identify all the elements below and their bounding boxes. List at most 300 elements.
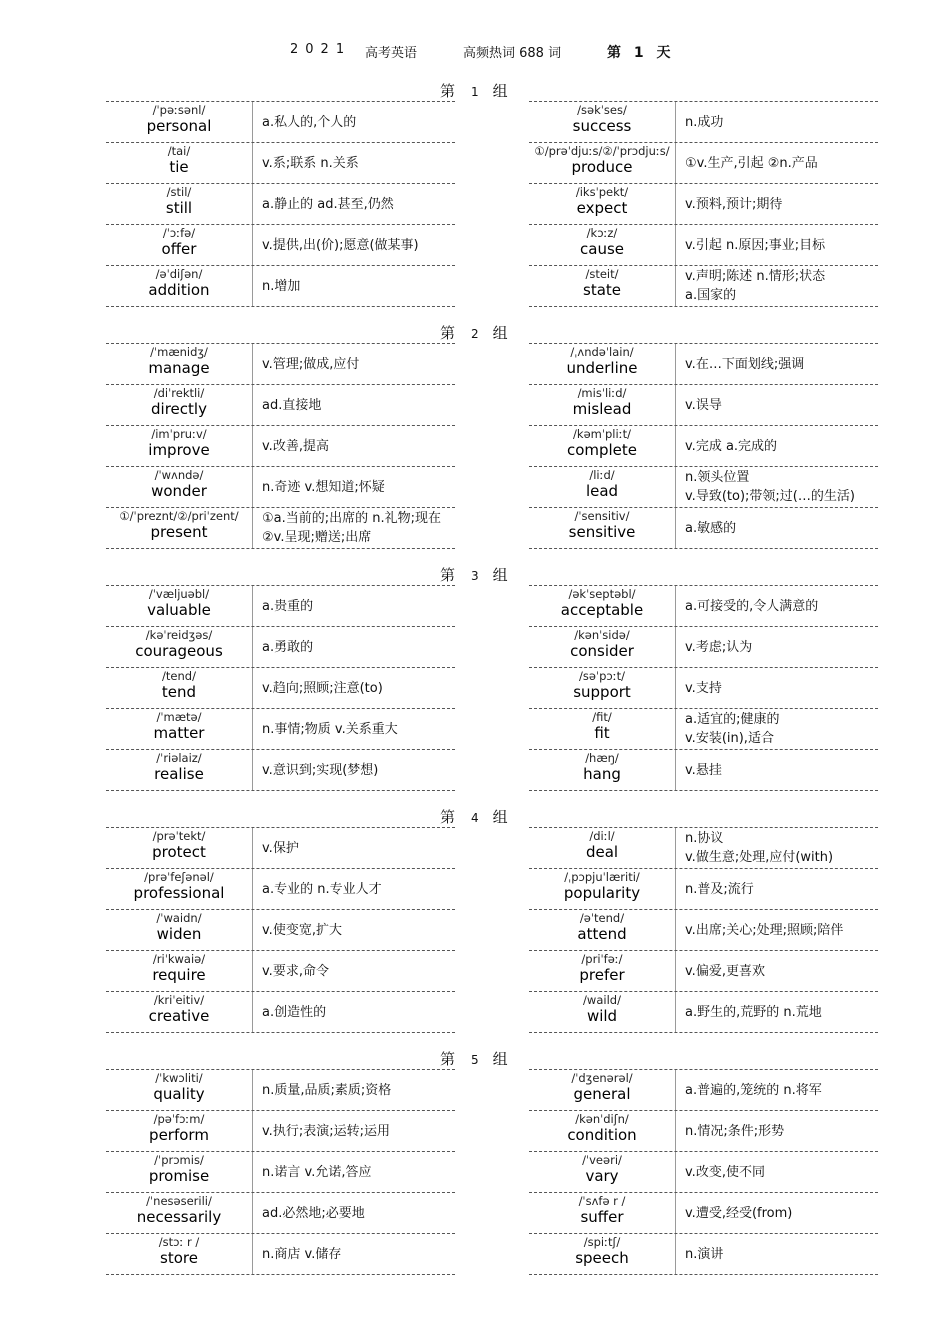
phonetic: /liːd/ [589,468,615,482]
definition-line: v.改善,提高 [262,438,329,454]
vocab-entry [529,1111,878,1152]
definition [262,869,454,909]
definition-line: a.私人的,个人的 [262,114,357,130]
phonetic: /priˈfəː/ [581,952,623,966]
definition-line: v.使变宽,扩大 [262,922,342,938]
word-cell [529,1070,676,1110]
vocab-entry [106,344,455,385]
group-suffix: 组 [492,808,508,826]
definition [262,750,454,790]
vocab-entry [529,910,878,951]
word-group [0,586,950,792]
definition-line: a.静止的 ad.甚至,仍然 [262,196,394,212]
header-year: 2021 [290,42,352,57]
definition [685,1070,877,1110]
definition [685,828,877,868]
definition-line: v.导致(to);带领;过(…的生活) [685,489,855,504]
word-cell [529,426,676,466]
phonetic: /ˈɔːfə/ [162,226,196,240]
definition-line: a.贵重的 [262,598,314,614]
word-cell [106,586,253,626]
phonetic: /ˈmætə/ [156,710,202,724]
headword: fit [594,724,610,742]
word-cell [106,102,253,142]
word-column-right [529,1070,878,1275]
definition [685,750,877,790]
word-cell [529,750,676,790]
group-heading [440,806,508,827]
phonetic: /misˈliːd/ [577,386,627,400]
word-column-left [106,102,455,307]
vocab-entry [106,102,455,143]
headword: support [573,683,631,701]
phonetic: /ˈwaidn/ [156,911,202,925]
definition [685,385,877,425]
headword: sensitive [568,523,636,541]
vocab-entry [529,508,878,549]
definition-line: a.适宜的;健康的 [685,712,780,727]
headword: courageous [135,642,223,660]
definition-line: v.偏爱,更喜欢 [685,963,765,979]
word-cell [106,1152,253,1192]
phonetic: /diːl/ [589,829,615,843]
definition-line: a.勇敢的 [262,639,314,655]
word-cell [106,1234,253,1274]
definition-line: v.在…下面划线;强调 [685,356,805,372]
vocab-entry [529,344,878,385]
definition-line: v.出席;关心;处理;照顾;陪伴 [685,922,844,938]
vocab-entry [106,709,455,750]
phonetic: /tend/ [162,669,196,683]
word-column-right [529,586,878,791]
vocab-entry [529,426,878,467]
phonetic: /əkˈseptəbl/ [568,587,636,601]
headword: attend [577,925,627,943]
vocab-entry [529,709,878,750]
phonetic: /steit/ [585,267,619,281]
definition [262,992,454,1032]
definition-line: a.创造性的 [262,1004,327,1020]
vocab-entry [106,508,455,549]
word-cell [529,668,676,708]
phonetic: /hæŋ/ [585,751,619,765]
definition [262,184,454,224]
phonetic: /ˈkwɔliti/ [155,1071,203,1085]
definition-line: n.演讲 [685,1246,724,1262]
word-cell [529,1111,676,1151]
word-cell [529,184,676,224]
phonetic: /səkˈses/ [577,103,627,117]
definition [685,143,877,183]
definition [685,627,877,667]
word-cell [529,627,676,667]
headword: underline [566,359,638,377]
group-title [0,1046,950,1070]
headword: valuable [147,601,211,619]
word-cell [106,385,253,425]
vocab-entry [529,869,878,910]
definition [262,1070,454,1110]
headword: offer [161,240,197,258]
definition-line: v.系;联系 n.关系 [262,155,359,171]
word-cell [106,508,253,548]
definition [262,1111,454,1151]
page-header [0,42,950,62]
phonetic: /pəˈfɔːm/ [153,1112,205,1126]
word-cell [529,951,676,991]
group-prefix: 第 [440,808,456,826]
word-cell [106,1111,253,1151]
definition-line: v.趋向;照顾;注意(to) [262,680,383,696]
headword: expect [576,199,628,217]
definition [262,1193,454,1233]
vocab-entry [529,828,878,869]
group-heading [440,322,508,343]
definition-line: a.国家的 [685,288,737,303]
word-cell [106,627,253,667]
vocab-entry [106,869,455,910]
word-cell [106,143,253,183]
headword: addition [148,281,210,299]
definition [262,508,454,548]
word-cell [106,709,253,749]
vocab-entry [106,1152,455,1193]
definition [685,910,877,950]
word-cell [529,1234,676,1274]
vocab-entry [529,385,878,426]
headword: lead [585,482,619,500]
definition-line: v.意识到;实现(梦想) [262,762,379,778]
definition-line: a.敏感的 [685,520,737,536]
definition-line: v.改变,使不同 [685,1164,765,1180]
headword: condition [567,1126,637,1144]
word-cell [529,869,676,909]
word-group [0,102,950,308]
vocab-entry [529,225,878,266]
vocab-entry [106,750,455,791]
phonetic: /kəmˈpliːt/ [573,427,631,441]
group-suffix: 组 [492,82,508,100]
definition-line: v.误导 [685,397,722,413]
word-cell [106,992,253,1032]
definition-line: v.支持 [685,680,722,696]
definition [262,668,454,708]
definition-line: n.事情;物质 v.关系重大 [262,721,398,737]
word-cell [106,750,253,790]
definition [685,668,877,708]
vocab-entry [106,951,455,992]
definition [262,102,454,142]
phonetic: /riˈkwaiə/ [152,952,206,966]
phonetic: /kənˈsidə/ [574,628,630,642]
word-cell [106,1193,253,1233]
word-cell [529,586,676,626]
word-cell [106,426,253,466]
vocab-entry [529,951,878,992]
definition [685,467,877,507]
word-cell [529,225,676,265]
phonetic: /ˈwʌndə/ [154,468,204,482]
definition-line: v.做生意;处理,应付(with) [685,850,834,865]
group-number: 2 [471,327,479,341]
group-prefix: 第 [440,82,456,100]
phonetic: /ˈpəːsənl/ [152,103,206,117]
headword: tie [169,158,189,176]
vocab-entry [529,1193,878,1234]
vocab-entry [529,102,878,143]
headword: cause [580,240,624,258]
phonetic: /iksˈpekt/ [575,185,629,199]
headword: personal [146,117,212,135]
headword: realise [154,765,204,783]
group-suffix: 组 [492,566,508,584]
group-prefix: 第 [440,1050,456,1068]
headword: general [573,1085,631,1103]
word-cell [529,1193,676,1233]
definition-line: n.情况;条件;形势 [685,1123,785,1139]
headword: matter [153,724,205,742]
phonetic: /ˈsʌfə r / [578,1194,626,1208]
definition [262,266,454,306]
headword: promise [148,1167,210,1185]
group-heading [440,564,508,585]
group-suffix: 组 [492,1050,508,1068]
word-group [0,828,950,1034]
vocab-entry [529,1152,878,1193]
phonetic: /əˈtend/ [579,911,625,925]
definition-line: n.领头位置 [685,470,750,485]
phonetic: /diˈrektli/ [153,386,205,400]
vocabulary-content [0,78,950,1288]
definition-line: v.要求,命令 [262,963,329,979]
definition-line: v.考虑;认为 [685,639,753,655]
definition [262,344,454,384]
word-cell [529,828,676,868]
definition [262,627,454,667]
group-number: 4 [471,811,479,825]
phonetic: /prəˈtekt/ [152,829,206,843]
phonetic: /ˌpɔpjuˈlæriti/ [564,870,640,884]
vocab-entry [106,668,455,709]
phonetic: /kɔːz/ [586,226,618,240]
definition-line: a.普遍的,笼统的 n.将军 [685,1082,822,1098]
vocab-entry [529,992,878,1033]
word-cell [529,1152,676,1192]
header-day: 第 1 天 [607,45,675,61]
definition [262,225,454,265]
definition-line: a.专业的 n.专业人才 [262,881,382,897]
headword: protect [152,843,206,861]
phonetic: /stɔː r / [158,1235,200,1249]
definition-line: n.奇迹 v.想知道;怀疑 [262,479,385,495]
word-cell [106,869,253,909]
definition [685,1193,877,1233]
headword: perform [149,1126,209,1144]
vocab-entry [529,668,878,709]
headword: improve [148,441,210,459]
headword: wonder [151,482,207,500]
word-group [0,1070,950,1276]
headword: success [572,117,632,135]
definition-line: v.安装(in),适合 [685,731,774,746]
word-column-left [106,828,455,1033]
phonetic: /ˈprɔmis/ [154,1153,204,1167]
headword: require [152,966,206,984]
definition [262,143,454,183]
phonetic: /kənˈdiʃn/ [575,1112,629,1126]
definition-line: n.增加 [262,278,301,294]
headword: mislead [572,400,632,418]
word-column-left [106,344,455,549]
word-cell [106,910,253,950]
definition [262,586,454,626]
group-title [0,320,950,344]
phonetic: /kəˈreidʒəs/ [145,628,213,642]
word-cell [106,668,253,708]
phonetic: /ˈdʒenərəl/ [571,1071,633,1085]
phonetic: /imˈpruːv/ [151,427,207,441]
word-column-right [529,344,878,549]
group-prefix: 第 [440,324,456,342]
definition [685,951,877,991]
definition [262,910,454,950]
word-column-right [529,102,878,307]
definition [262,1234,454,1274]
vocab-entry [106,627,455,668]
vocab-entry [106,1111,455,1152]
definition [262,828,454,868]
definition-line: ad.必然地;必要地 [262,1205,365,1221]
phonetic: /fit/ [592,710,612,724]
vocab-entry [106,1070,455,1111]
header-word-set: 高频热词 688 词 [463,46,562,61]
vocab-entry [529,1070,878,1111]
definition-line: v.提供,出(价);愿意(做某事) [262,237,419,253]
headword: present [150,523,208,541]
vocab-entry [106,225,455,266]
word-cell [106,951,253,991]
headword: tend [161,683,197,701]
phonetic: /prəˈfeʃənəl/ [144,870,214,884]
headword: manage [148,359,210,377]
vocab-entry [106,467,455,508]
definition-line: n.质量,品质;素质;资格 [262,1082,392,1098]
headword: acceptable [560,601,644,619]
definition-line: n.商店 v.储存 [262,1246,342,1262]
word-cell [529,385,676,425]
word-cell [529,910,676,950]
group-title [0,78,950,102]
word-cell [106,266,253,306]
vocab-entry [529,467,878,508]
definition-line: v.管理;做成,应付 [262,356,360,372]
vocab-entry [529,627,878,668]
word-column-left [106,1070,455,1275]
group-number: 5 [471,1053,479,1067]
word-cell [529,508,676,548]
definition [685,426,877,466]
headword: prefer [579,966,625,984]
word-cell [529,467,676,507]
definition-line: ①a.当前的;出席的 n.礼物;现在 [262,511,442,526]
headword: store [160,1249,198,1267]
word-cell [106,184,253,224]
definition-line: v.引起 n.原因;事业;目标 [685,237,826,253]
definition-line: n.成功 [685,114,724,130]
headword: vary [585,1167,619,1185]
headword: hang [583,765,621,783]
phonetic: /spiːtʃ/ [583,1235,621,1249]
definition [262,467,454,507]
group-heading [440,80,508,101]
headword: creative [148,1007,210,1025]
vocab-entry [106,426,455,467]
phonetic: /kriˈeitiv/ [153,993,205,1007]
vocab-entry [106,184,455,225]
headword: produce [571,158,633,176]
word-group [0,344,950,550]
headword: still [165,199,193,217]
definition [685,266,877,306]
definition [685,344,877,384]
vocab-entry [106,828,455,869]
word-column-left [106,586,455,791]
vocab-entry [106,266,455,307]
headword: quality [153,1085,205,1103]
definition-line: a.可接受的,令人满意的 [685,598,819,614]
definition-line: v.预料,预计;期待 [685,196,783,212]
word-cell [106,1070,253,1110]
definition-line: v.悬挂 [685,762,722,778]
definition-line: v.保护 [262,840,299,856]
definition-line: ①v.生产,引起 ②n.产品 [685,155,818,171]
definition-line: ad.直接地 [262,397,322,413]
phonetic: /ˈnesəserili/ [146,1194,212,1208]
word-column-right [529,828,878,1033]
vocab-entry [106,1234,455,1275]
phonetic: /tai/ [167,144,191,158]
vocab-entry [106,143,455,184]
phonetic: /waild/ [583,993,621,1007]
word-cell [529,143,676,183]
headword: popularity [563,884,641,902]
definition-line: n.协议 [685,831,724,846]
vocab-entry [529,586,878,627]
definition [685,1152,877,1192]
phonetic: /ˈveəri/ [582,1153,622,1167]
group-number: 3 [471,569,479,583]
definition-line: a.野生的,荒野的 n.荒地 [685,1004,822,1020]
group-suffix: 组 [492,324,508,342]
group-heading [440,1048,508,1069]
word-cell [106,828,253,868]
definition [685,1234,877,1274]
headword: state [583,281,621,299]
vocab-entry [106,586,455,627]
definition-line: n.诺言 v.允诺,答应 [262,1164,372,1180]
definition [262,709,454,749]
definition [262,385,454,425]
vocab-entry [106,992,455,1033]
phonetic: /ˈriəlaiz/ [156,751,202,765]
definition [685,709,877,749]
headword: complete [566,441,638,459]
word-cell [529,266,676,306]
definition-line: v.执行;表演;运转;运用 [262,1123,390,1139]
phonetic: /stil/ [166,185,192,199]
definition [685,508,877,548]
vocab-entry [529,266,878,307]
